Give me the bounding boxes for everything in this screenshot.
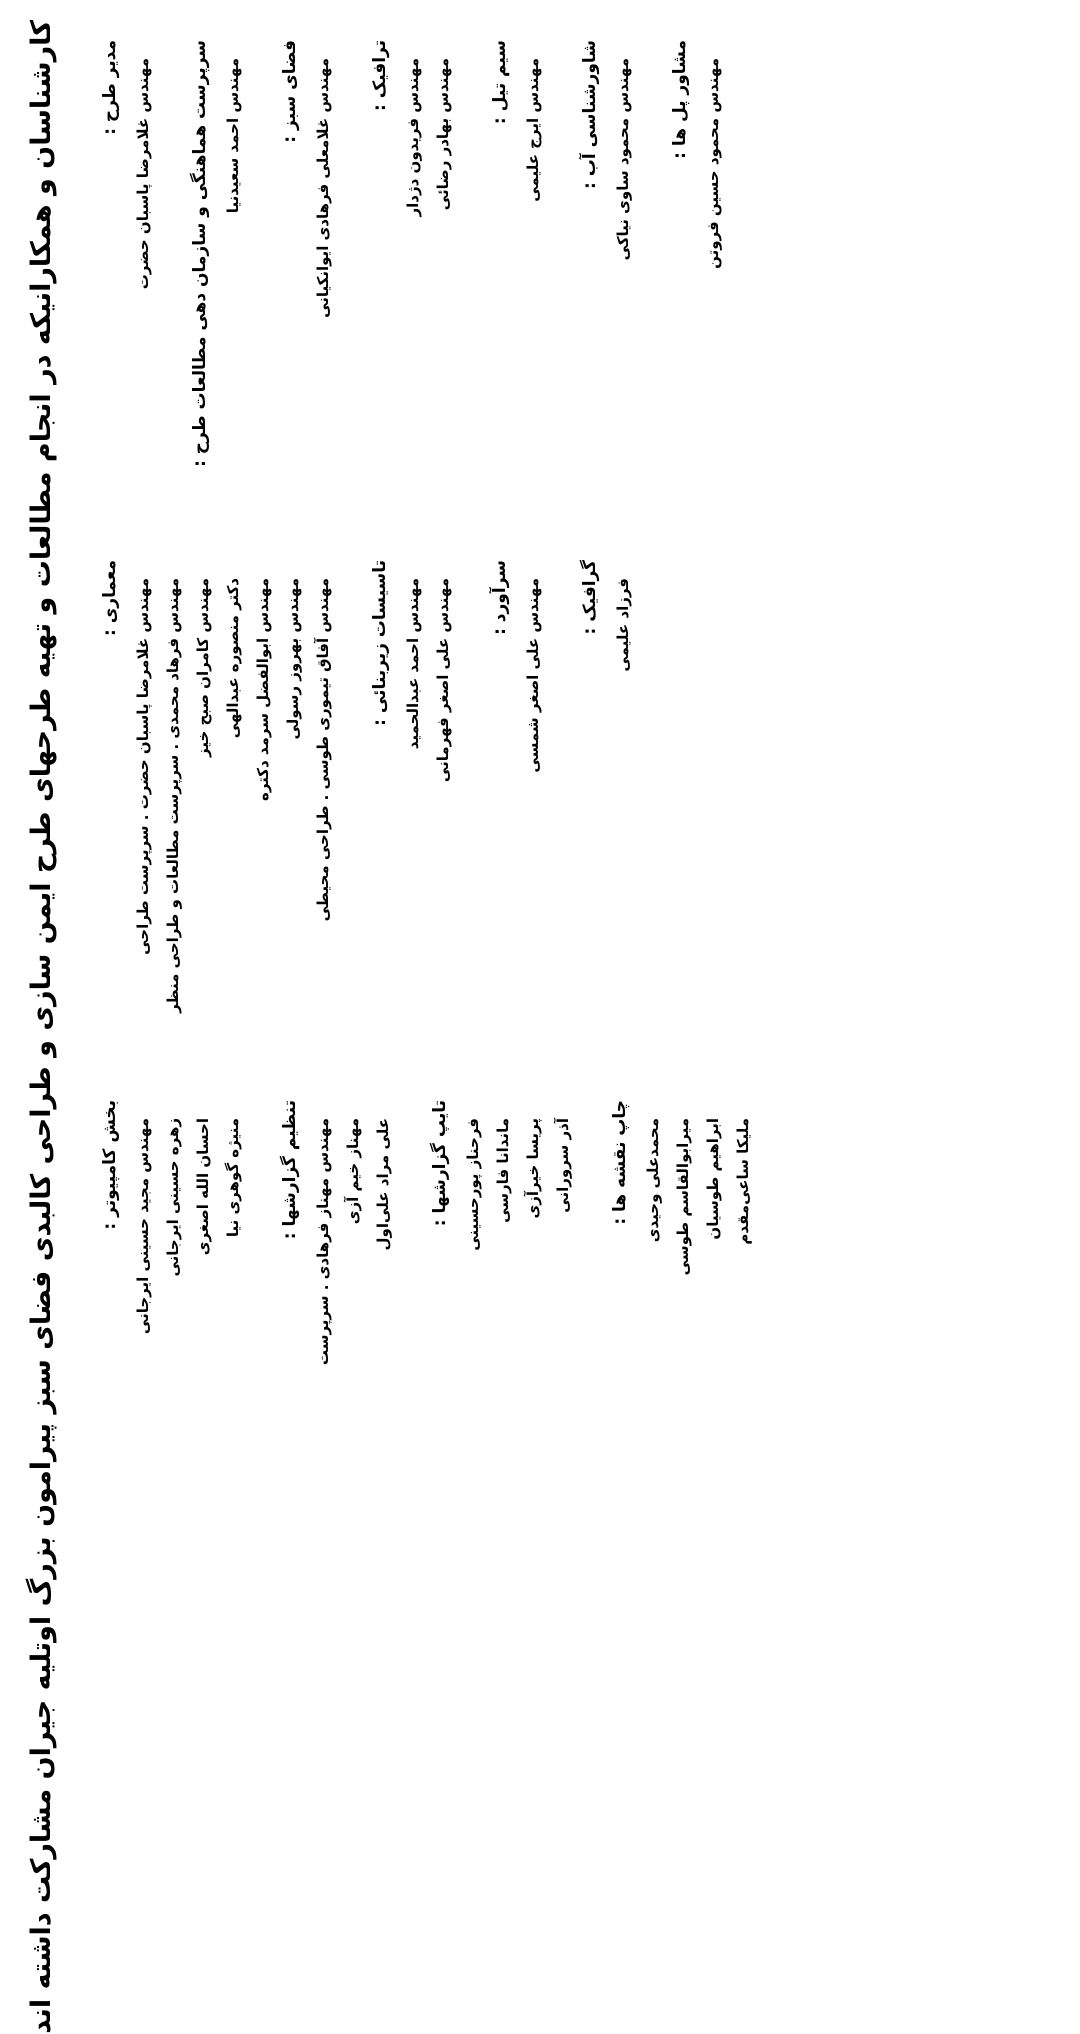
person-name: منیژه گوهری نیا bbox=[224, 1118, 242, 1238]
person-name: مهناز خیم آزی bbox=[344, 1118, 362, 1225]
person-name: مهندس کامران صبح خیز bbox=[194, 578, 212, 757]
role-heading: مدیر طرح : bbox=[100, 40, 120, 135]
person-name: فرحناز پورحسینی bbox=[464, 1118, 482, 1251]
person-name: دکتر منصوره عبدالهی bbox=[224, 578, 242, 739]
role-heading: چاپ نقشه ها : bbox=[610, 1100, 630, 1225]
credit-group bbox=[100, 560, 332, 1080]
person-name: مهندس آفاق تیموری طوسی . طراحی محیطی bbox=[314, 578, 332, 922]
credit-group bbox=[370, 560, 452, 1080]
credit-group bbox=[580, 40, 632, 510]
person-name: مهندس علی اصغر شمسی bbox=[524, 578, 542, 773]
person-name: مهندس غلامرضا پاسبان حضرت . سرپرست طراحی bbox=[134, 578, 152, 955]
person-name: احسان الله اصغری bbox=[194, 1118, 212, 1256]
role-heading: تنظیم گزارشها : bbox=[280, 1100, 300, 1240]
person-name: پریسا خیرآزی bbox=[524, 1118, 542, 1219]
credit-group bbox=[490, 560, 542, 1080]
credit-group bbox=[670, 40, 722, 510]
credit-group bbox=[280, 40, 332, 510]
person-name: مهندس محمود حسین فروتن bbox=[704, 58, 722, 269]
role-heading: سرپرست هماهنگی و سازمان دهی مطالعات طرح : bbox=[190, 40, 210, 467]
credit-group bbox=[280, 1100, 392, 1570]
page-title: کارشناسان و همکارانیکه در انجام مطالعات و تهیه طرحهای طرح ایمن سازی و طراحی کالبدی فضای سبز پیرامون بزرگ اوتلیه جیران مشارکت داشته اند bbox=[26, 20, 57, 2034]
credit-group bbox=[610, 1100, 752, 1570]
person-name: علی مراد علی‌اول bbox=[374, 1118, 392, 1251]
role-heading: تاسیسات زیربنائی : bbox=[370, 560, 390, 726]
credit-group bbox=[100, 1100, 242, 1570]
person-name: ابراهیم طوسیان bbox=[704, 1118, 722, 1240]
person-name: مهندس فرهاد محمدی . سرپرست مطالعات و طراحی منظر bbox=[164, 578, 182, 1013]
role-heading: شاورشناسی آب : bbox=[580, 40, 600, 189]
credit-group bbox=[580, 560, 632, 1080]
person-name: فرزاد علیمی bbox=[614, 578, 632, 672]
person-name: مهندس بهروز رسولی bbox=[284, 578, 302, 740]
role-heading: سیم تیل : bbox=[490, 40, 510, 125]
person-name: مهندس محمود ساوی نیاکی bbox=[614, 58, 632, 261]
role-heading: گرافیک : bbox=[580, 560, 600, 635]
person-name: محمدعلی وحیدی bbox=[644, 1118, 662, 1243]
role-heading: مشاور پل ها : bbox=[670, 40, 690, 159]
person-name: مهندس بهادر رضائی bbox=[434, 58, 452, 211]
role-heading: تایپ گزارشها : bbox=[430, 1100, 450, 1227]
column-middle bbox=[100, 560, 670, 1080]
person-name: مهندس ایرج علیمی bbox=[524, 58, 542, 202]
column-left bbox=[100, 1100, 790, 1570]
person-name: مهندس غلامرضا پاسبان حضرت bbox=[134, 58, 152, 290]
person-name: زهره حسینی ایرجانی bbox=[164, 1118, 182, 1277]
person-name: میرابوالقاسم طوسی bbox=[674, 1118, 692, 1276]
person-name: آذر سرورانی bbox=[554, 1118, 572, 1213]
person-name: مهندس فریدون دژدار bbox=[404, 58, 422, 217]
credit-group bbox=[430, 1100, 572, 1570]
credit-group bbox=[100, 40, 152, 510]
person-name: مهندس ابوالفضل سرمد دکتره bbox=[254, 578, 272, 802]
credit-group bbox=[190, 40, 242, 510]
person-name: مهندس مجید حسینی ایرجانی bbox=[134, 1118, 152, 1335]
role-heading: معماری : bbox=[100, 560, 120, 636]
person-name: مهندس غلامعلی فرهادی ایوانکیانی bbox=[314, 58, 332, 318]
person-name: ماندانا فارسی bbox=[494, 1118, 512, 1223]
person-name: ملیکا ساعی‌مقدم bbox=[734, 1118, 752, 1245]
credit-group bbox=[490, 40, 542, 510]
person-name: مهندس احمد سعیدنیا bbox=[224, 58, 242, 214]
column-right bbox=[100, 40, 760, 510]
role-heading: بخش کامپیوتر : bbox=[100, 1100, 120, 1230]
credit-group bbox=[370, 40, 452, 510]
role-heading: فضای سبز : bbox=[280, 40, 300, 143]
role-heading: ترافیک : bbox=[370, 40, 390, 111]
person-name: مهندس علی اصغر فهرمانی bbox=[434, 578, 452, 783]
person-name: مهندس مهناز فرهادی . سرپرست bbox=[314, 1118, 332, 1366]
role-heading: سرآورد : bbox=[490, 560, 510, 635]
person-name: مهندس احمد عبدالحمید bbox=[404, 578, 422, 750]
